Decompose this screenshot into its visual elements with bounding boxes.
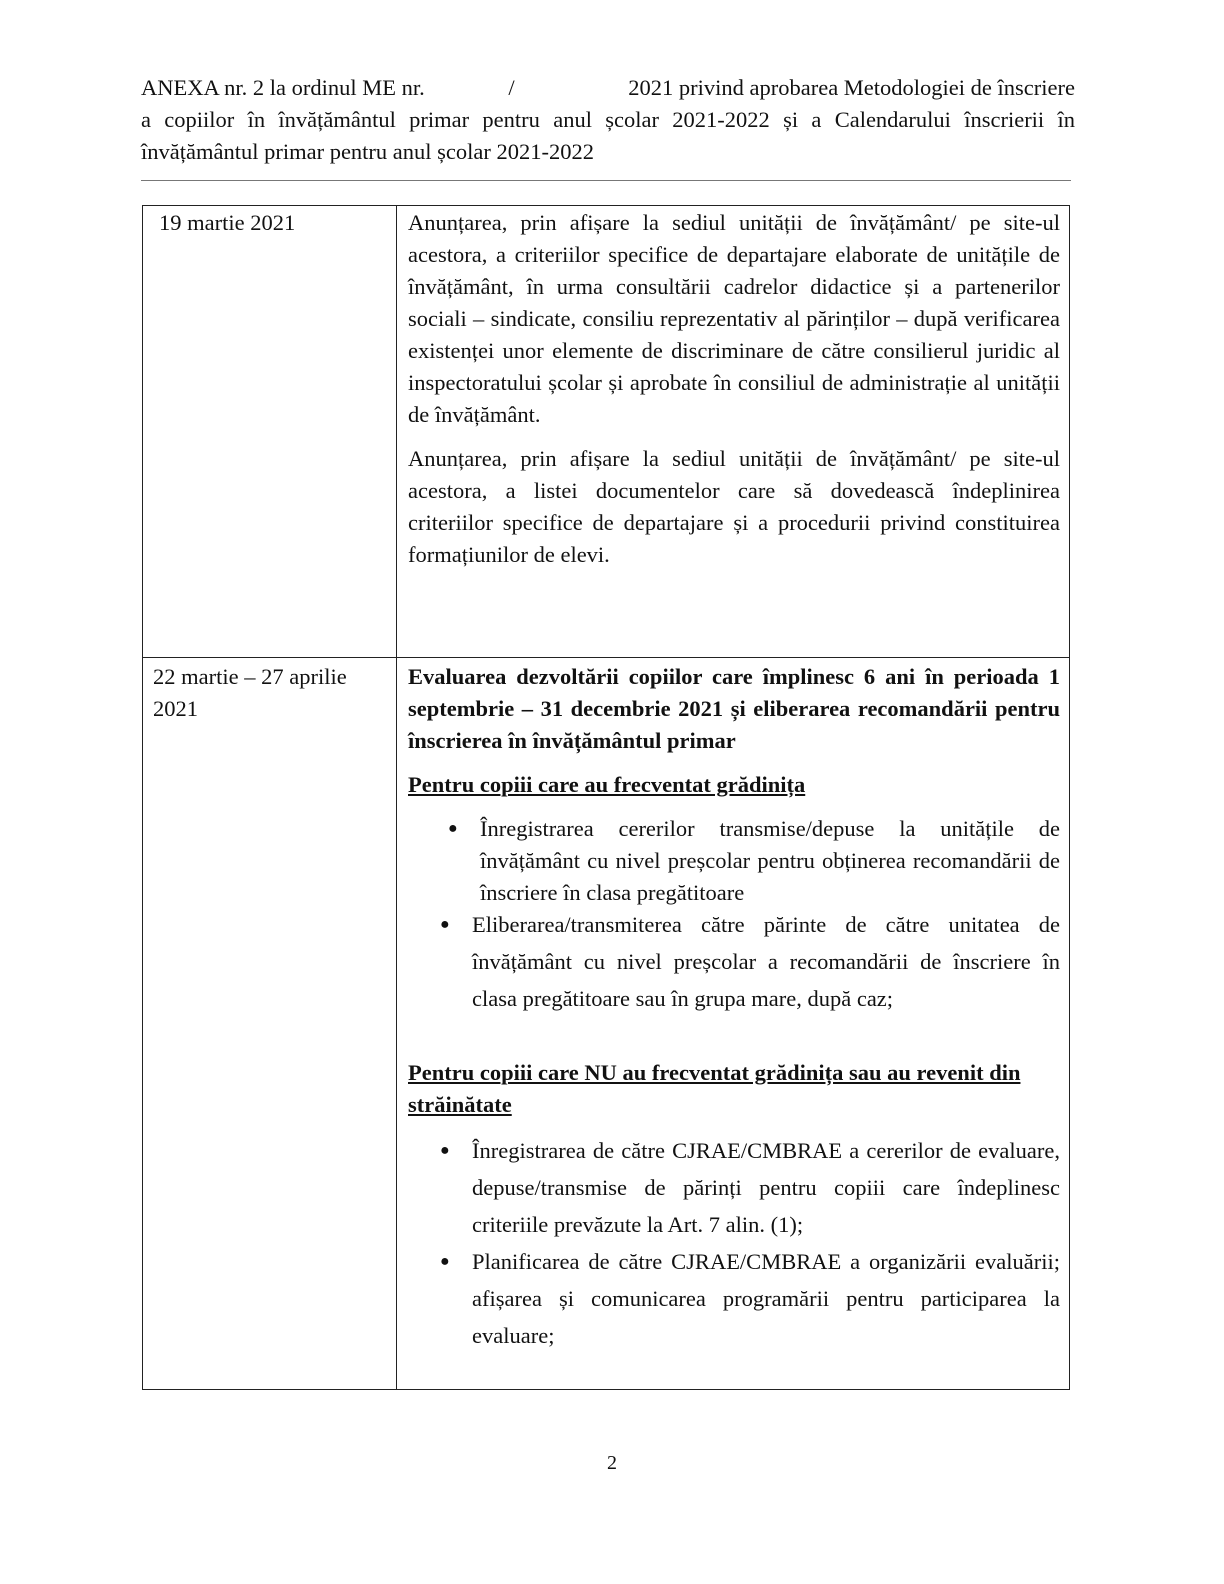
date-cell: 22 martie – 27 aprilie 2021: [153, 664, 347, 721]
header-rule: [141, 180, 1071, 181]
section-title: Evaluarea dezvoltării copiilor care împlinesc 6 ani în perioada 1 septembrie – 31 decembrie 2021 și eliberarea recomandării pentru înscrierea în învățământul primar: [408, 664, 1060, 753]
list-item: [408, 813, 1060, 909]
page-header: [141, 72, 1075, 168]
list-item: [408, 1243, 1060, 1354]
page-number: 2: [607, 1452, 617, 1474]
header-line-2: a copiilor în învățământul primar pentru anul școlar 2021-2022 și a Calendarului înscrierii în: [141, 107, 1075, 132]
bullet-list: [408, 1132, 1060, 1354]
list-item-text: Înregistrarea de către CJRAE/CMBRAE a cererilor de evaluare, depuse/transmise de părinți pentru copiii care îndeplinesc criteriile prevăzute la Art. 7 alin. (1);: [472, 1138, 1060, 1237]
table-row: [143, 206, 1069, 658]
bullet-list: [408, 813, 1060, 1017]
header-line-1: [141, 72, 1075, 104]
header-line-1-slash: /: [508, 75, 515, 100]
paragraph: Anunțarea, prin afișare la sediul unității de învățământ/ pe site-ul acestora, a criteriilor specifice de departajare elaborate de unitățile de învățământ, în urma consultării cadrelor didactice și a partenerilor sociali – sindicate, consiliu reprezentativ al părinților – după verificarea existenței unor elemente de discriminare de către consilierul juridic al inspectoratului școlar și aprobate în consiliul de administrație al unității de învățământ.: [408, 210, 1060, 427]
header-line-1-end: 2021 privind aprobarea Metodologiei de înscriere: [628, 75, 1075, 100]
bullet-icon: ●: [440, 1253, 450, 1270]
schedule-table: [142, 205, 1070, 1390]
table-row: [143, 658, 1069, 1389]
list-item: [408, 1132, 1060, 1243]
bullet-icon: ●: [448, 820, 458, 837]
list-item-text: Planificarea de către CJRAE/CMBRAE a organizării evaluării; afișarea și comunicarea programării pentru participarea la evaluare;: [472, 1249, 1060, 1348]
date-cell: 19 martie 2021: [159, 210, 296, 235]
sub-heading: Pentru copiii care NU au frecventat grădinița sau au revenit din străinătate: [408, 1060, 1021, 1117]
description-cell: [408, 207, 1060, 571]
description-cell: [408, 661, 1060, 1354]
list-item-text: Eliberarea/transmiterea către părinte de către unitatea de învățământ cu nivel preșcolar a recomandării de înscriere în clasa pregătitoare sau în grupa mare, după caz;: [472, 912, 1060, 1011]
bullet-icon: ●: [440, 916, 450, 933]
header-line-1-start: ANEXA nr. 2 la ordinul ME nr.: [141, 75, 425, 100]
header-line-3: învățământul primar pentru anul școlar 2021-2022: [141, 139, 594, 164]
sub-heading: Pentru copiii care au frecventat grădinița: [408, 772, 806, 797]
paragraph: Anunțarea, prin afișare la sediul unității de învățământ/ pe site-ul acestora, a listei documentelor care să dovedească îndeplinirea criteriilor specifice de departajare și a procedurii privind constituirea formațiunilor de elevi.: [408, 446, 1060, 567]
list-item: [408, 906, 1060, 1017]
bullet-icon: ●: [440, 1142, 450, 1159]
list-item-text: Înregistrarea cererilor transmise/depuse la unitățile de învățământ cu nivel preșcolar pentru obținerea recomandării de înscriere în clasa pregătitoare: [480, 816, 1060, 905]
